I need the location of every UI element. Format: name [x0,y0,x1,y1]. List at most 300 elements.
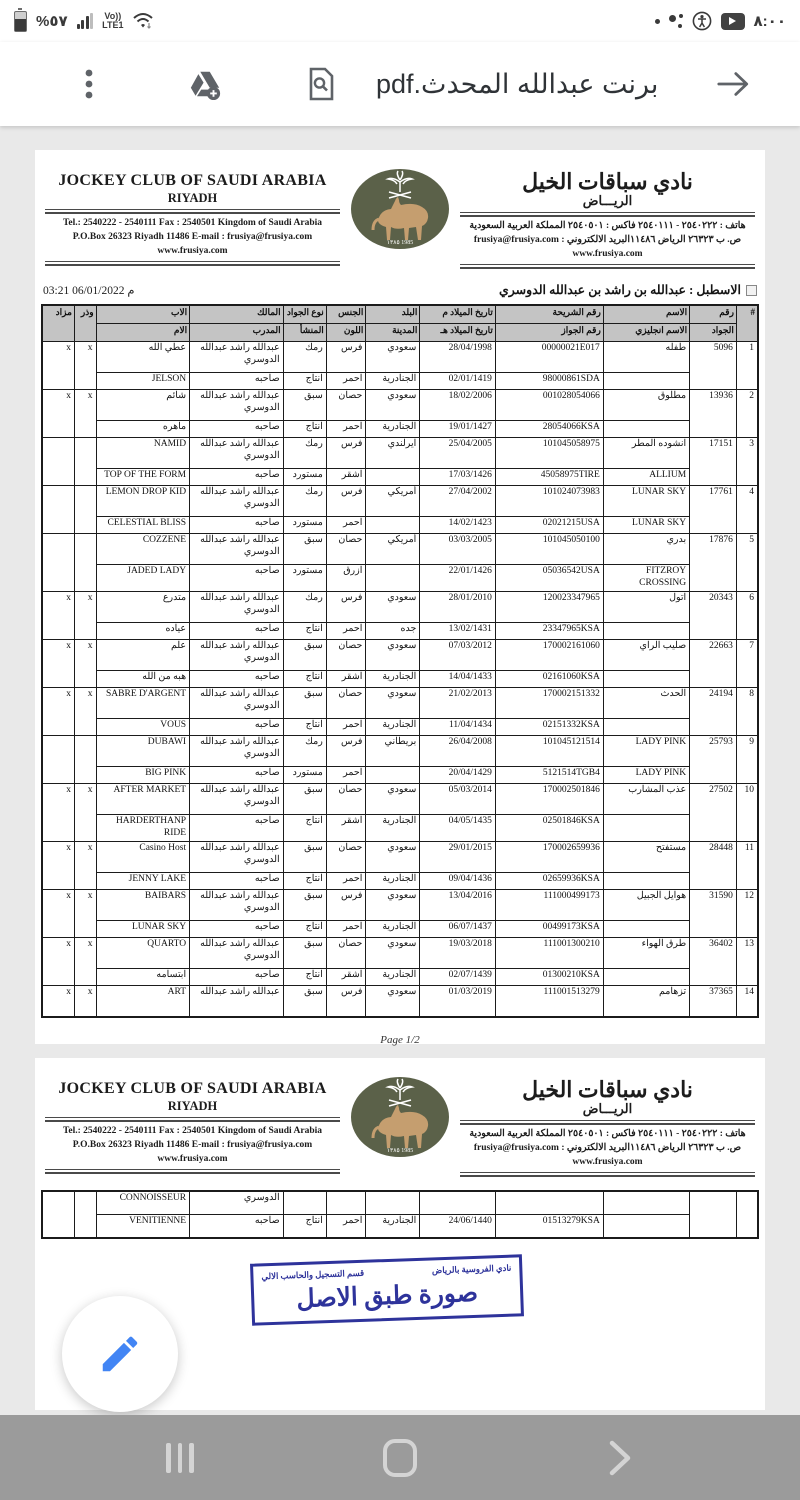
cell-sire: NAMID [96,438,190,469]
club-contact-ar: هاتف : ٢٥٤٠٢٢٢ - ٢٥٤٠١١١ فاكس : ٢٥٤٠٥٠١ المملكة العربية السعودية ص. ب ٢٦٣٢٣ الرياض ١١٤٨٦البريد الالكتروني : frusiya@frusiya.com www.frusiya.com [469,221,746,259]
cell-gender: فرس [326,486,366,517]
cell-gender: فرس [326,736,366,767]
club-city-ar: الريـــاض [582,1101,633,1117]
club-logo [344,168,456,250]
recents-button[interactable] [150,1428,210,1488]
cell-country: سعودي [366,985,420,1017]
cell-chip-no: 170002501846 [495,784,603,815]
cell-gender: فرس [326,592,366,623]
col-header-gender: الجنس اللون [326,305,366,342]
table-row-sub [42,1215,758,1239]
cell-type [283,1191,326,1215]
cell-wethr-mark: x [74,640,96,688]
cell-auction-mark: x [42,889,74,937]
divider [460,264,755,269]
cell-gender: حصان [326,688,366,719]
cell-chip-no: 111000499173 [495,889,603,920]
status-right-cluster [655,11,786,31]
cell-origin: مستورد [283,469,326,486]
stable-info-row [43,282,757,298]
cell-country: سعودي [366,640,420,671]
cell-auction-mark: x [42,342,74,390]
cell-origin: مستورد [283,767,326,784]
club-letterhead [41,1078,759,1180]
cell-horse-no: 22663 [690,640,737,688]
club-contact-en: Tel.: 2540222 - 2540111 Fax : 2540501 Kingdom of Saudi Arabia P.O.Box 26323 Riyadh 11486 E-mail : frusiya@frusiya.com www.frusiya.com [62,218,323,256]
cell-country: بريطاني [366,736,420,767]
cell-name-ar: اتول [603,592,689,623]
cell-sire: DUBAWI [96,736,190,767]
divider [45,1169,340,1174]
cell-dob-gregorian: 25/04/2005 [420,438,496,469]
edit-fab-button[interactable] [62,1296,178,1412]
notification-dot-icon [655,19,660,24]
cell-passport-no: 01513279KSA [495,1215,603,1239]
cell-country: سعودي [366,342,420,373]
cell-passport-no: 02151332KSA [495,719,603,736]
cell-passport-no: 02501846KSA [495,815,603,842]
cell-dam: JELSON [96,373,190,390]
cell-dob-gregorian: 19/03/2018 [420,937,496,968]
recents-icon [166,1443,194,1473]
cell-num: 6 [736,592,758,640]
cell-dob-gregorian: 21/02/2013 [420,688,496,719]
cell-dam: LUNAR SKY [96,920,190,937]
col-header-name: الاسم الاسم انجليزي [603,305,689,342]
cell-gender: حصان [326,640,366,671]
cell-sire: LEMON DROP KID [96,486,190,517]
cell-horse-no: 27502 [690,784,737,842]
cell-city: الجنادرية [366,872,420,889]
cell-name-ar: LADY PINK [603,736,689,767]
cell-dob-gregorian [420,1191,496,1215]
table-row-sub [42,815,758,842]
table-row [42,486,758,517]
cell-name-en [603,815,689,842]
cell-sire: AFTER MARKET [96,784,190,815]
cell-num: 9 [736,736,758,784]
cell-gender: فرس [326,438,366,469]
cell-owner: عبدالله راشد عبدالله الدوسري [190,640,284,671]
logo-years: ١٣٨٥ 1985 [386,1148,414,1154]
cell-wethr-mark [74,1191,96,1238]
cell-passport-no: 02161060KSA [495,671,603,688]
cell-passport-no: 5121514TGB4 [495,767,603,784]
col-header-dob: تاريخ الميلاد م تاريخ الميلاد هـ [420,305,496,342]
cell-passport-no: 98000861SDA [495,373,603,390]
cell-origin: انتاج [283,719,326,736]
cell-dob-hijri: 14/02/1423 [420,517,496,534]
cell-chip-no: 170002151332 [495,688,603,719]
cell-dob-gregorian: 13/04/2016 [420,889,496,920]
cell-auction-mark: x [42,592,74,640]
cell-dam: CELESTIAL BLISS [96,517,190,534]
cell-name-ar: LUNAR SKY [603,486,689,517]
cell-gender: فرس [326,985,366,1017]
cell-auction-mark: x [42,640,74,688]
cell-wethr-mark: x [74,937,96,985]
cell-trainer: صاحبه [190,815,284,842]
cell-dob-gregorian: 28/01/2010 [420,592,496,623]
cell-chip-no: 120023347965 [495,592,603,623]
cell-horse-no: 20343 [690,592,737,640]
cell-chip-no: 101045058975 [495,438,603,469]
cell-name-en [603,719,689,736]
cell-origin: انتاج [283,1215,326,1239]
cell-trainer: صاحبه [190,719,284,736]
cell-auction-mark: x [42,688,74,736]
cell-owner: عبدالله راشد عبدالله الدوسري [190,937,284,968]
cell-passport-no: 23347965KSA [495,623,603,640]
cell-dam: VOUS [96,719,190,736]
cell-name-en: ALLIUM [603,469,689,486]
cell-wethr-mark: x [74,985,96,1017]
cell-dob-hijri: 19/01/1427 [420,421,496,438]
table-row [42,640,758,671]
cell-horse-no: 13936 [690,390,737,438]
cell-type: سبق [283,937,326,968]
cell-name-en [603,373,689,390]
cell-type: رمك [283,342,326,373]
battery-icon [14,11,27,32]
cell-num [736,1191,758,1238]
cell-num: 2 [736,390,758,438]
cell-owner: عبدالله راشد عبدالله الدوسري [190,438,284,469]
col-header-num: # [736,305,758,342]
cell-country: أمريكي [366,486,420,517]
cell-trainer: صاحبه [190,767,284,784]
cell-passport-no: 45058975TIRE [495,469,603,486]
cell-sire: COZZENE [96,534,190,565]
cell-name-en: LADY PINK [603,767,689,784]
cell-type: سبق [283,640,326,671]
cell-sire: علم [96,640,190,671]
cell-name-ar: طرق الهواء [603,937,689,968]
cell-wethr-mark: x [74,592,96,640]
clock: ٨:٠٠ [753,13,786,30]
cell-gender: حصان [326,937,366,968]
cell-dam: هبه من الله [96,671,190,688]
cell-num: 7 [736,640,758,688]
table-row [42,534,758,565]
club-city-en: RIYADH [167,1099,218,1113]
table-row [42,841,758,872]
cell-color: اشقر [326,671,366,688]
col-header-chip: رقم الشريحة رقم الجواز [495,305,603,342]
divider [45,1117,340,1122]
col-header-auction: مزاد [42,305,74,342]
cell-dob-gregorian: 29/01/2015 [420,841,496,872]
pdf-viewer-toolbar [0,42,800,126]
cell-auction-mark [42,438,74,486]
cell-name-ar [603,1191,689,1215]
cell-city [366,517,420,534]
table-row [42,390,758,421]
table-row-sub [42,920,758,937]
cell-wethr-mark: x [74,841,96,889]
cell-dob-hijri: 24/06/1440 [420,1215,496,1239]
cell-sire: QUARTO [96,937,190,968]
cell-num: 4 [736,486,758,534]
cell-chip-no: 170002161060 [495,640,603,671]
chevron-right-icon [608,1440,632,1476]
cell-color: اشقر [326,469,366,486]
cell-gender: حصان [326,841,366,872]
cell-trainer: صاحبه [190,421,284,438]
cell-dob-gregorian: 03/03/2005 [420,534,496,565]
club-contact-en: Tel.: 2540222 - 2540111 Fax : 2540501 Kingdom of Saudi Arabia P.O.Box 26323 Riyadh 11486 E-mail : frusiya@frusiya.com www.frusiya.com [62,1126,323,1164]
cell-country: سعودي [366,592,420,623]
back-arrow-button[interactable] [716,67,750,101]
home-button[interactable] [370,1428,430,1488]
overflow-menu-button[interactable] [72,67,106,101]
cell-horse-no: 17876 [690,534,737,592]
cell-color: احمر [326,517,366,534]
cell-num: 5 [736,534,758,592]
cell-type: رمك [283,438,326,469]
stable-name: الاسطبل : عبدالله بن راشد بن عبدالله الدوسري [499,282,757,298]
cell-name-en [603,872,689,889]
logo-years: ١٣٨٥ 1985 [386,240,414,246]
club-header-english [41,170,344,269]
cell-color: اشقر [326,815,366,842]
cell-origin: انتاج [283,373,326,390]
cell-sire: شائم [96,390,190,421]
cell-wethr-mark [74,534,96,592]
table-row [42,342,758,373]
cell-dob-hijri: 02/07/1439 [420,968,496,985]
cell-country [366,1191,420,1215]
cell-trainer: صاحبه [190,872,284,889]
cell-dam: عياده [96,623,190,640]
pdf-content-area[interactable] [0,126,800,1415]
cell-gender: فرس [326,342,366,373]
col-header-country: البلد المدينة [366,305,420,342]
cell-dam: ماهره [96,421,190,438]
cell-owner: الدوسري [190,1191,284,1215]
stamp-text: صورة طبق الاصل [296,1280,479,1314]
col-header-horse_no: رقم الجواد [690,305,737,342]
cell-horse-no [690,1191,737,1238]
volte-label: Vo)) LTE1 [102,11,124,30]
cell-color: احمر [326,1215,366,1239]
cell-origin: انتاج [283,671,326,688]
table-row [42,736,758,767]
cell-color: احمر [326,373,366,390]
cell-type: سبق [283,390,326,421]
table-row [42,592,758,623]
cell-type: رمك [283,486,326,517]
cell-city [366,767,420,784]
cell-type: سبق [283,985,326,1017]
cell-wethr-mark: x [74,342,96,390]
cell-chip-no: 001028054066 [495,390,603,421]
cell-owner: عبدالله راشد عبدالله الدوسري [190,534,284,565]
cell-trainer: صاحبه [190,671,284,688]
cell-city [366,469,420,486]
status-bar [0,0,800,42]
cell-color: احمر [326,872,366,889]
pdf-page-1 [35,150,765,1044]
club-name-ar: نادي سباقات الخيل [522,1077,693,1102]
print-timestamp: 03:21 06/01/2022 م [43,285,135,298]
document-title: برنت عبدالله المحدث.pdf [376,68,659,99]
cell-passport-no: 01300210KSA [495,968,603,985]
cell-auction-mark [42,534,74,592]
club-header-english [41,1078,344,1177]
table-row-sub [42,565,758,592]
divider [460,1120,755,1125]
col-header-sire: الاب الام [96,305,190,342]
cell-name-ar: عذب المشارب [603,784,689,815]
divider [45,261,340,266]
cell-name-en: FITZROY CROSSING [603,565,689,592]
cell-sire: ART [96,985,190,1017]
club-city-en: RIYADH [167,191,218,205]
cell-owner: عبدالله راشد عبدالله [190,985,284,1017]
cell-dam: JENNY LAKE [96,872,190,889]
cell-horse-no: 17761 [690,486,737,534]
cell-origin: انتاج [283,623,326,640]
cell-name-ar: بدري [603,534,689,565]
cell-trainer: صاحبه [190,373,284,390]
stamp-dept-name: قسم التسجيل والحاسب الالي [261,1268,365,1282]
battery-percent: %٥٧ [36,13,68,30]
cell-auction-mark [42,736,74,784]
cell-country: سعودي [366,889,420,920]
cell-city: الجنادرية [366,1215,420,1239]
cell-name-en [603,968,689,985]
cell-name-en [603,623,689,640]
cell-type: رمك [283,592,326,623]
cell-owner: عبدالله راشد عبدالله الدوسري [190,889,284,920]
cell-trainer: صاحبه [190,920,284,937]
cell-color: ازرق [326,565,366,592]
cell-name-en [603,671,689,688]
cell-country: ايرلندي [366,438,420,469]
cell-dob-hijri: 20/04/1429 [420,767,496,784]
club-contact-ar: هاتف : ٢٥٤٠٢٢٢ - ٢٥٤٠١١١ فاكس : ٢٥٤٠٥٠١ المملكة العربية السعودية ص. ب ٢٦٣٢٣ الرياض ١١٤٨٦البريد الالكتروني : frusiya@frusiya.com www.frusiya.com [469,1129,746,1167]
cell-chip-no: 111001300210 [495,937,603,968]
cell-chip-no: 170002659936 [495,841,603,872]
table-row-sub [42,469,758,486]
horse-registry-table [41,304,759,1018]
cell-dam: JADED LADY [96,565,190,592]
cell-country: سعودي [366,784,420,815]
club-name-en: JOCKEY CLUB OF SAUDI ARABIA [58,172,327,189]
cell-dob-gregorian: 18/02/2006 [420,390,496,421]
cell-sire: عطي الله [96,342,190,373]
cell-horse-no: 37365 [690,985,737,1017]
cell-name-ar: طفله [603,342,689,373]
cell-wethr-mark: x [74,889,96,937]
cell-dob-hijri: 17/03/1426 [420,469,496,486]
cell-name-ar: مطلوق [603,390,689,421]
back-button[interactable] [590,1428,650,1488]
find-in-page-button[interactable] [304,67,338,101]
club-logo [344,1076,456,1158]
cell-name-en [603,1215,689,1239]
cell-name-en [603,920,689,937]
cell-name-ar: مستفتح [603,841,689,872]
cell-horse-no: 28448 [690,841,737,889]
cell-auction-mark: x [42,985,74,1017]
cell-auction-mark: x [42,784,74,842]
cell-sire: SABRE D'ARGENT [96,688,190,719]
cell-owner: عبدالله راشد عبدالله الدوسري [190,688,284,719]
cell-trainer: صاحبه [190,565,284,592]
cell-type: سبق [283,534,326,565]
cell-city: الجنادرية [366,968,420,985]
cell-color: احمر [326,719,366,736]
table-row-sub [42,767,758,784]
table-row-sub [42,719,758,736]
cell-owner: عبدالله راشد عبدالله الدوسري [190,592,284,623]
cell-country: سعودي [366,841,420,872]
add-to-drive-button[interactable] [188,67,222,101]
cell-num: 11 [736,841,758,889]
accessibility-icon [692,11,712,31]
cell-num: 13 [736,937,758,985]
cell-dob-hijri: 02/01/1419 [420,373,496,390]
club-city-ar: الريـــاض [582,193,633,209]
cell-sire: متدرع [96,592,190,623]
cell-wethr-mark [74,486,96,534]
col-header-wethr: وذر [74,305,96,342]
cell-country: سعودي [366,937,420,968]
cell-gender [326,1191,366,1215]
cell-dob-hijri: 06/07/1437 [420,920,496,937]
cell-gender: حصان [326,390,366,421]
cell-trainer: صاحبه [190,1215,284,1239]
club-name-ar: نادي سباقات الخيل [522,169,693,194]
page-number-label: Page 1/2 [380,1033,420,1046]
cell-trainer: صاحبه [190,469,284,486]
cell-name-ar: تزهامم [603,985,689,1017]
cell-horse-no: 31590 [690,889,737,937]
club-name-en: JOCKEY CLUB OF SAUDI ARABIA [58,1080,327,1097]
cell-wethr-mark: x [74,688,96,736]
cell-num: 8 [736,688,758,736]
cell-auction-mark: x [42,841,74,889]
cell-dob-hijri: 09/04/1436 [420,872,496,889]
table-header-row [42,305,758,342]
cell-passport-no: 00499173KSA [495,920,603,937]
cell-dam: VENITIENNE [96,1215,190,1239]
cell-dob-gregorian: 28/04/1998 [420,342,496,373]
cell-num: 1 [736,342,758,390]
cell-color: احمر [326,767,366,784]
table-row [42,784,758,815]
cell-chip-no: 00000021E017 [495,342,603,373]
table-row [42,1191,758,1215]
youtube-icon [721,13,745,30]
cell-type: سبق [283,784,326,815]
cell-city: الجنادرية [366,719,420,736]
cell-passport-no: 05036542USA [495,565,603,592]
cell-trainer: صاحبه [190,623,284,640]
cell-color: احمر [326,920,366,937]
cell-dob-hijri: 13/02/1431 [420,623,496,640]
cell-horse-no: 17151 [690,438,737,486]
cell-auction-mark: x [42,390,74,438]
cell-num: 10 [736,784,758,842]
certification-stamp [250,1255,524,1326]
cell-sire: CONNOISSEUR [96,1191,190,1215]
cell-owner: عبدالله راشد عبدالله الدوسري [190,784,284,815]
cell-dob-hijri: 04/05/1435 [420,815,496,842]
cell-dam: TOP OF THE FORM [96,469,190,486]
